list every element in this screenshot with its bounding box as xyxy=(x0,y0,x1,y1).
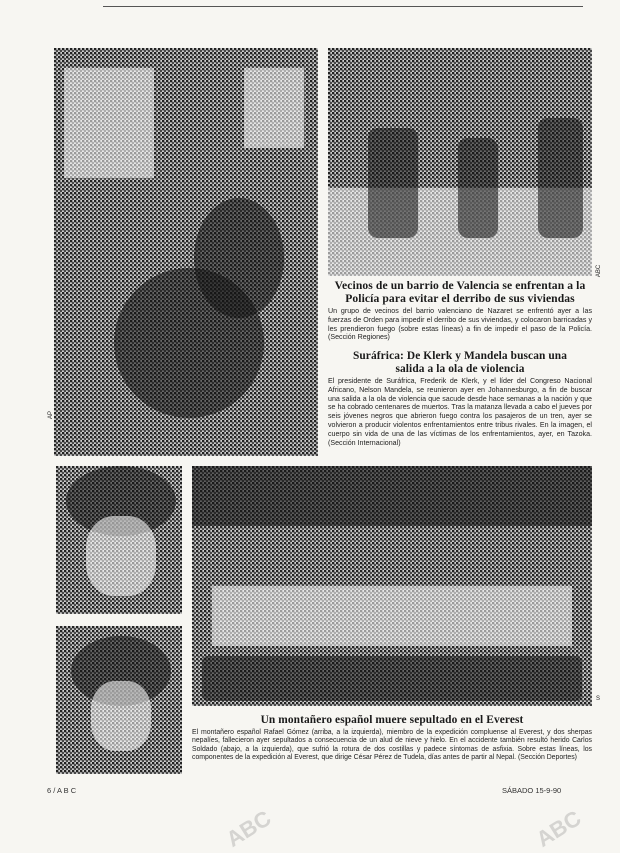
valencia-photo-credit: ABC xyxy=(596,264,603,278)
expedition-photo-credit: S xyxy=(596,696,601,702)
valencia-body: Un grupo de vecinos del barrio valenciano de Nazaret se enfrentó ayer a las fuerzas de Orden para impedir el derribo de sus viviendas, y colocaron barricadas y les prendieron fuego (sobre estas líneas) a fin de impedir el paso de la Policía. (Sección Regiones) xyxy=(328,307,592,342)
page-date: SÁBADO 15-9-90 xyxy=(502,786,562,795)
carlos-soldado-portrait xyxy=(56,626,182,774)
valencia-headline: Vecinos de un barrio de Valencia se enfrentan a la Policía para evitar el derribo de sus viviendas xyxy=(334,279,586,305)
everest-headline: Un montañero español muere sepultado en el Everest xyxy=(260,714,524,726)
south-africa-photo-credit: AP xyxy=(48,410,55,420)
rafael-gomez-portrait xyxy=(56,466,182,614)
sudafrica-body: El presidente de Suráfrica, Frederik de Klerk, y el líder del Congreso Nacional Africano, Nelson Mandela, se reunieron ayer en Johannesburgo, a fin de buscar una salida a la ola de violencia que sacude desde hace semanas a la nación y que se ha cobrado centenares de muertos. Tras la matanza llevada a cabo el jueves por seis jóvenes negros que abrieron fuego contra los pasajeros de un tren, ayer se volvieron a producir violentos enfrentamientos entre tribus rivales. En la imagen, el cuerpo sin vida de una de las víctimas de los enfrentamientos, ayer, en Tazoka. (Sección Internacional) xyxy=(328,377,592,447)
page-number: 6 / A B C xyxy=(47,786,77,795)
sudafrica-headline: Suráfrica: De Klerk y Mandela buscan una salida a la ola de violencia xyxy=(352,350,568,375)
watermark: ABC xyxy=(531,805,586,852)
everest-body: El montañero español Rafael Gómez (arriba, a la izquierda), miembro de la expedición compluense al Everest, y dos sherpas nepalíes, fallecieron ayer sepultados a consecuencia de un alud de nieve y hielo. En el accidente también resultó herido Carlos Soldado (abajo, a la izquierda), que sufrió la rotura de dos costillas y padece síntomas de asfixia. Sobre estas líneas, los componentes de la expedición al Everest, que dirige César Pérez de Tudela, días antes de partir al Nepal. (Sección Deportes) xyxy=(192,729,592,762)
watermark: ABC xyxy=(221,805,276,852)
south-africa-photo xyxy=(54,48,318,456)
expedition-group-photo xyxy=(192,466,592,706)
top-rule xyxy=(103,6,583,7)
valencia-photo xyxy=(328,48,592,276)
